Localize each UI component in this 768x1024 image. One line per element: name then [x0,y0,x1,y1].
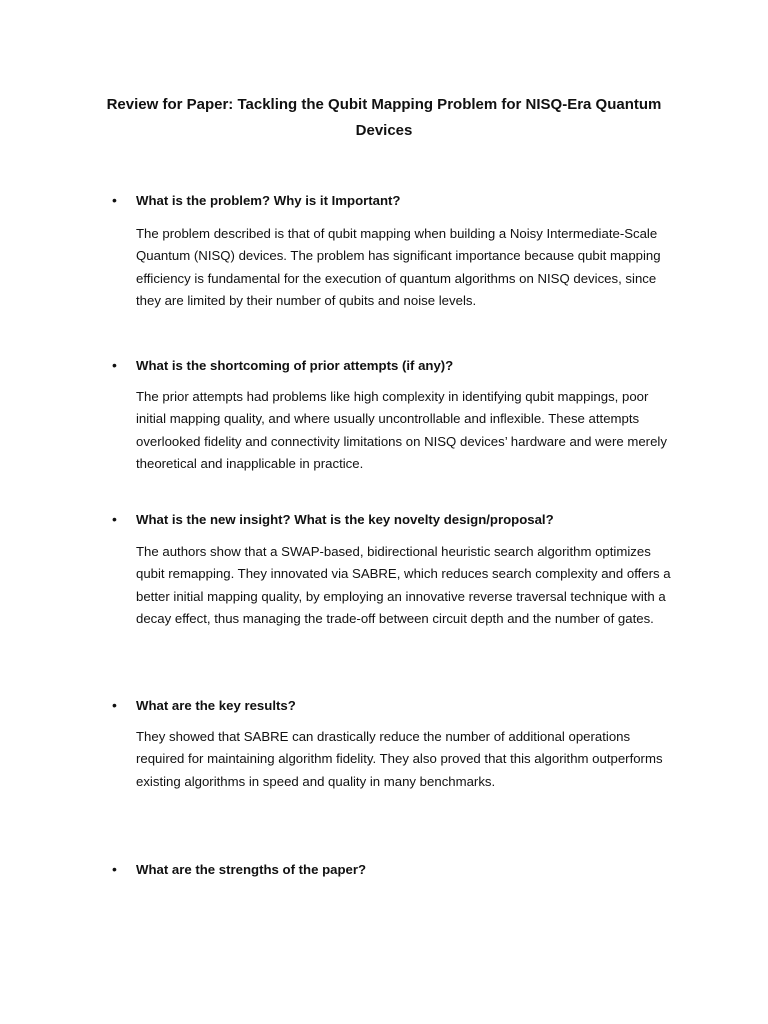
section-question: What is the new insight? What is the key novelty design/proposal? [136,512,554,527]
section-question: What is the problem? Why is it Important? [136,193,401,208]
section-answer: They showed that SABRE can drastically reduce the number of additional operations required for maintaining algorithm fidelity. They also proved that this algorithm outperforms existing algorithms in speed and quality in many benchmarks. [136,729,663,789]
bullet-dot: • [112,697,117,713]
section-question: What is the shortcoming of prior attempts (if any)? [136,358,454,373]
section-answer: The problem described is that of qubit mapping when building a Noisy Intermediate-Scale Quantum (NISQ) devices. The problem has significant importance because qubit mapping efficiency is fundamental for the execution of quantum algorithms on NISQ devices, since they are limited by their number of qubits and noise levels. [136,226,661,308]
bullet-dot: • [112,861,117,877]
bullet-dot: • [112,192,117,208]
bullet-dot: • [112,357,117,373]
section-answer: The authors show that a SWAP-based, bidirectional heuristic search algorithm optimizes qubit remapping. They innovated via SABRE, which reduces search complexity and offers a better initial mapping quality, by employing an innovative reverse traversal technique with a decay effect, thus managing the trade-off between circuit depth and the number of gates. [136,544,671,626]
page-title: Review for Paper: Tackling the Qubit Mapping Problem for NISQ-Era Quantum Devices [106,96,662,139]
bullet-dot: • [112,511,117,527]
section-answer: The prior attempts had problems like high complexity in identifying qubit mappings, poor initial mapping quality, and where usually uncontrollable and inflexible. These attempts overlooked fidelity and connectivity limitations on NISQ devices’ hardware and were merely theoretical and inapplicable in practice. [136,389,667,471]
section-question: What are the key results? [136,698,296,713]
section-question: What are the strengths of the paper? [136,862,367,877]
